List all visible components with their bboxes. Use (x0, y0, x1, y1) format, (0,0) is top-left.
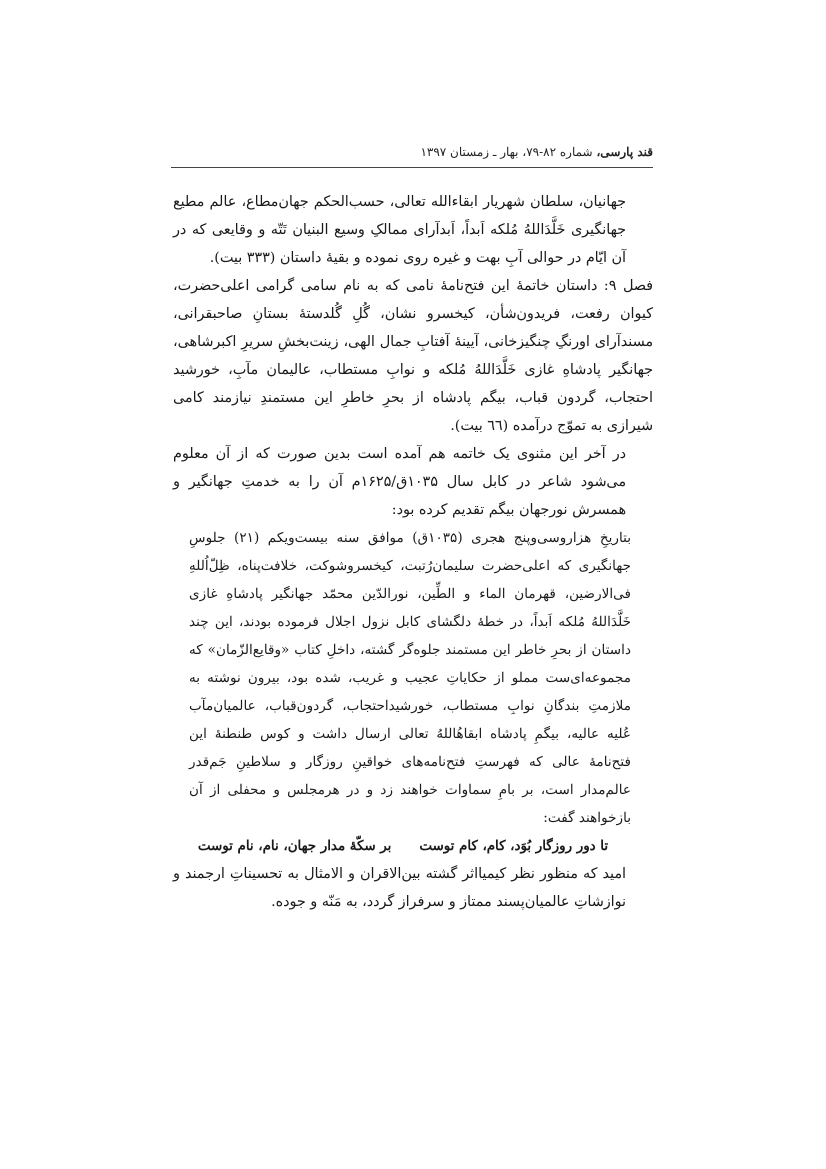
verse-hemistich-first: تا دور روزگار بُوَد، کام، کام توست (419, 838, 609, 854)
running-head (173, 142, 653, 162)
issue-info: شماره ۸۲-۷۹، بهار ـ زمستان ۱۳۹۷ (420, 145, 593, 159)
paragraph-continuation: جهانیان، سلطان شهریار ابقاءالله تعالی، حسب‌الحکم جهان‌مطاع، عالم مطیع جهانگیری خَلَّدَاللهُ مُلکه اَبداً، اَبدآرای ممالکِ وسیع البنیان تَتّه و وقایعی که در آن ایّام در حوالی آبِ بهت و غیره روی نموده و بقیهٔ داستان (۳۳۳ بیت). (173, 194, 626, 266)
verse-couplet (173, 832, 653, 860)
paragraph-epilogue-intro: در آخر این مثنوی یک خاتمه هم آمده است بدین صورت که از آن معلوم می‌شود شاعر در کابل سال ۱۰۳۵ق/۱۶۲۵م آن را به خدمتِ جهانگیر و همسرش نورجهان بیگم تقدیم کرده بود: (173, 446, 627, 518)
paragraph-closing: امید که منظور نظر کیمیااثر گشته بین‌الاقران و الامثال به تحسیناتِ ارجمند و نوازشاتِ عالمیان‌پسند ممتاز و سرفراز گردد، به مَنّه و جوده. (173, 866, 626, 910)
block-quote: بتاریخِ هزاروسی‌وپنج هجری (۱۰۳۵ق) موافق سنه بیست‌ویکم (۲۱) جلوسِ جهانگیری که اعلی‌حضرت سلیمان‌رُتبت، کیخسروشوکت، خلافت‌پناه، ظِلّ‌اُللهِ فی‌الارضین، قهرمان الماء و الطِّین، نورالدّین محمّد جهانگیر پادشاهِ غازی خَلَّدَاللهُ مُلکه اَبداً، در خطهٔ دلگشای کابل نزول اجلال فرموده بودند، این چند داستان از بحرِ خاطر این مستمند جلوه‌گر گشته، داخلِ کتاب «وقایع‌الزّمان» که مجموعه‌ای‌ست مملو از حکایاتِ عجیب و غریب، شده بود، بیرون نوشته به ملازمتِ بندگانِ نوابِ مستطاب، خورشیداحتجاب، گردون‌قباب، عالمیان‌مآب عُلیه عالیه، بیگمِ پادشاه ابقاهُاللهُ تعالی ارسال داشت و کوس طنطنهٔ این فتح‌نامهٔ عالی که فهرستِ فتح‌نامه‌های خواقینِ روزگار و سلاطینِ جَم‌قدر عالم‌مدار است، بر بامِ سماوات خواهند زد و در هرمجلس و محفلی از آن بازخواهند گفت: (189, 530, 631, 826)
body-text (173, 188, 653, 916)
paragraph-chapter-9: فصل ۹: داستان خاتمهٔ این فتح‌نامهٔ نامی که به نام سامی گرامی اعلی‌حضرت، کیوان رفعت، فریدون‌شأن، کیخسرو نشان، گُلِ گُلدستهٔ بستانِ صاحبقرانی، مسندآرای اورنگِ چنگیزخانی، آیینهٔ آفتابِ جمال الهی، زینت‌بخشِ سریرِ اکبرشاهی، جهانگیر پادشاهِ غازی خَلَّدَاللهُ مُلکه و نوابِ مستطاب، عالیمان مآبِ، خورشید احتجاب، گردون قباب، بیگم پادشاه از بحرِ خاطرِ این مستمندِ نیازمند کامی شیرازی به تموّج درآمده (٦٦ بیت). (173, 278, 654, 434)
header-rule (171, 167, 653, 168)
journal-name: قند پارسی، (596, 145, 653, 159)
verse-hemistich-second: بر سکّهٔ مدار جهان، نام، نام توست (197, 838, 392, 854)
